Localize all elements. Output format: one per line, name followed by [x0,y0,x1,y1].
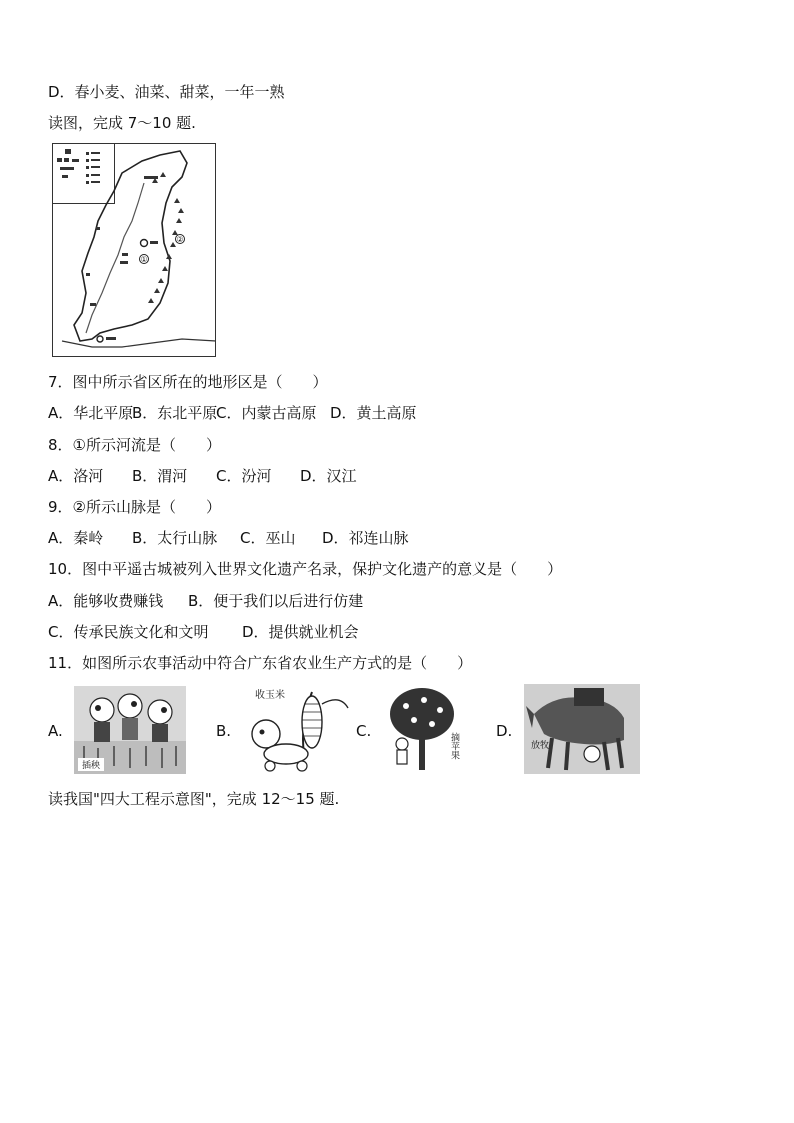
question-9-options [48,528,409,548]
q9-option-a[interactable]: A．秦岭 [48,529,104,547]
picture-c-caption: 摘苹果 [449,732,459,760]
q8-option-d[interactable]: D．汉江 [300,467,357,485]
question-9: 9．②所示山脉是（ ） [48,498,221,516]
q10-option-a[interactable]: A．能够收费赚钱 [48,592,164,610]
intro-7-10: 读图，完成 7～10 题. [48,114,196,132]
q9-option-b[interactable]: B．太行山脉 [132,529,218,547]
picture-b-caption: 收玉米 [255,690,285,701]
q7-option-b[interactable]: B．东北平原 [132,404,218,422]
q7-option-d[interactable]: D．黄土高原 [330,404,417,422]
question-11: 11．如图所示农事活动中符合广东省农业生产方式的是（ ） [48,654,473,672]
province-map-figure [52,143,216,357]
q9-option-d[interactable]: D．祁连山脉 [322,529,409,547]
q7-option-a[interactable]: A．华北平原 [48,404,134,422]
q11-picture-c[interactable] [384,684,464,774]
rice-planting-illustration [74,686,186,774]
q8-option-b[interactable]: B．渭河 [132,467,188,485]
apple-picking-illustration [384,684,464,774]
question-10-options-row1 [48,591,363,611]
q8-option-a[interactable]: A．洛河 [48,467,104,485]
corn-harvest-illustration [240,684,352,774]
q10-option-c[interactable]: C．传承民族文化和文明 [48,623,209,641]
q11-option-a-label[interactable]: A. [48,722,63,740]
question-8: 8．①所示河流是（ ） [48,436,221,454]
svg-text:②: ② [176,235,184,244]
question-10-options-row2 [48,622,359,642]
q7-option-c[interactable]: C．内蒙古高原 [216,404,317,422]
q11-option-b-label[interactable]: B. [216,722,232,740]
q11-picture-a[interactable] [74,686,186,774]
q6-option-d: D．春小麦、油菜、甜菜，一年一熟 [48,83,285,101]
map-marker-2 [176,235,185,245]
q11-option-c-label[interactable]: C. [356,722,372,740]
province-map [52,143,216,357]
q8-option-c[interactable]: C．汾河 [216,467,272,485]
q10-option-b[interactable]: B．便于我们以后进行仿建 [188,592,364,610]
q11-picture-d[interactable] [524,684,640,774]
q11-option-d-label[interactable]: D. [496,722,513,740]
question-10: 10．图中平遥古城被列入世界文化遗产名录，保护文化遗产的意义是（ ） [48,560,563,578]
question-8-options [48,466,357,486]
intro-12-15: 读我国"四大工程示意图"，完成 12～15 题. [48,790,340,808]
herding-illustration [524,684,640,774]
picture-a-caption: 插秧 [81,761,101,771]
q10-option-d[interactable]: D．提供就业机会 [242,623,359,641]
q9-option-c[interactable]: C．巫山 [240,529,296,547]
question-7: 7．图中所示省区所在的地形区是（ ） [48,373,328,391]
q11-picture-b[interactable] [240,684,352,774]
map-marker-1 [140,255,149,265]
svg-text:①: ① [140,255,148,264]
question-7-options [48,403,417,423]
picture-d-caption: 放牧 [530,741,550,751]
